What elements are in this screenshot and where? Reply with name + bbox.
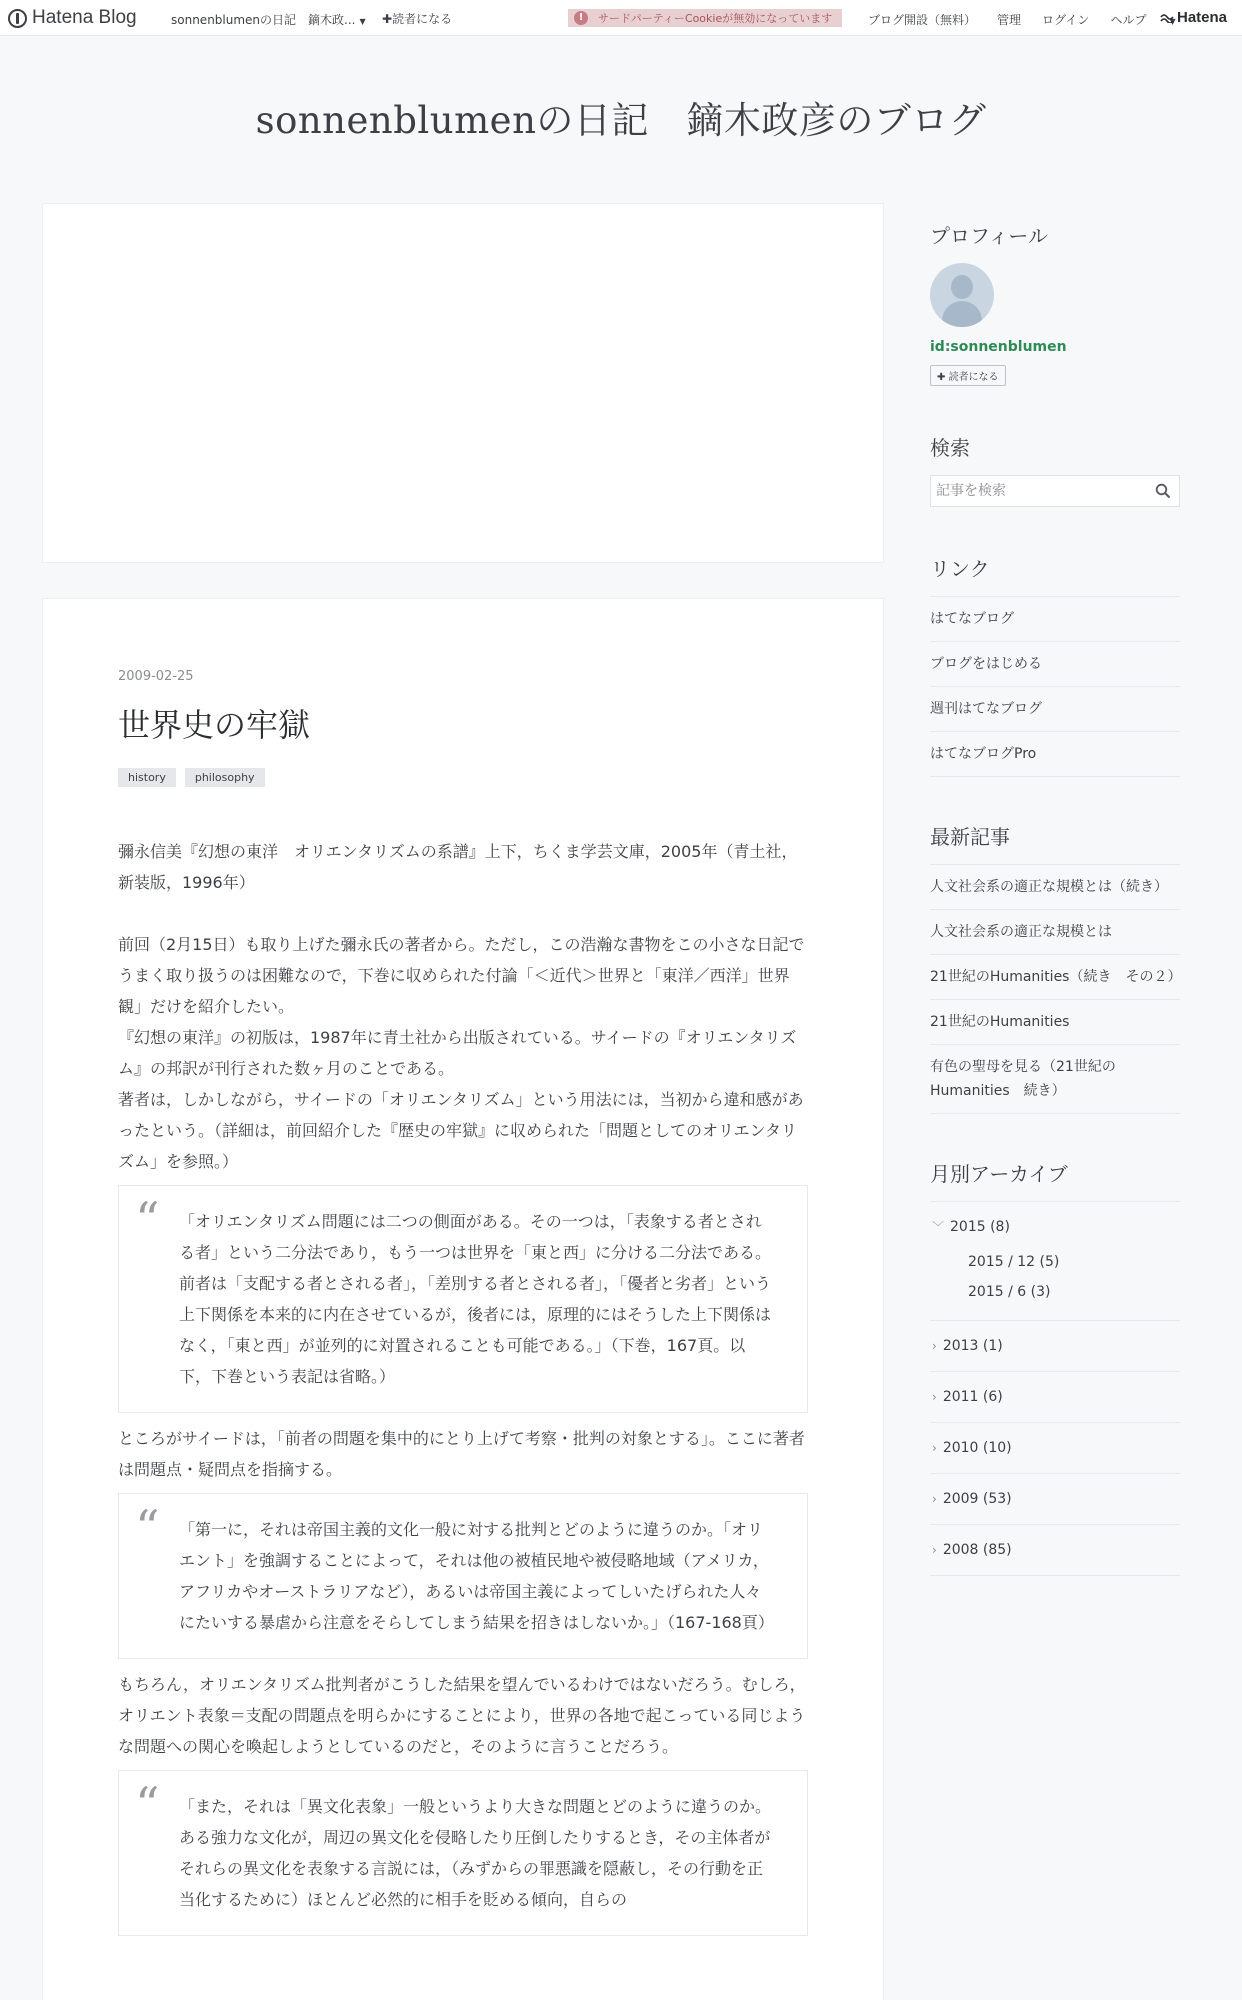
chevron-down-icon[interactable]: ﹀: [932, 1220, 945, 1234]
hatena-logo[interactable]: [1160, 9, 1227, 26]
entry-paragraph: 前回（2月15日）も取り上げた彌永氏の著者から。ただし，この浩瀚な書物をこの小さな日記でうまく取り扱うのは困難なので，下巻に収められた付論「＜近代＞世界と「東洋／西洋」世界観」だけを紹介したい。: [118, 935, 805, 1016]
entry-content: [118, 669, 808, 1946]
links-list: [930, 596, 1180, 777]
tag-philosophy[interactable]: philosophy: [185, 768, 265, 787]
quote-icon: “: [135, 1777, 160, 1833]
recent-item[interactable]: 人文社会系の適正な規模とは（続き）: [930, 865, 1180, 910]
entry: [42, 598, 884, 2000]
entry-paragraph: 彌永信美『幻想の東洋 オリエンタリズムの系譜』上下，ちくま学芸文庫，2005年（青土社，新装版，1996年）: [118, 842, 798, 892]
warning-icon: !: [574, 11, 588, 25]
nav-create-blog[interactable]: ブログ開設（無料）: [868, 13, 977, 27]
archive-year-link[interactable]: 2008 (85): [942, 1542, 1012, 1558]
search-heading: 検索: [930, 436, 970, 460]
chevron-down-icon: ▼: [1169, 17, 1176, 26]
archive-year: [930, 1372, 1180, 1423]
ad-placeholder: [42, 203, 884, 563]
follow-button[interactable]: [930, 365, 1006, 386]
plus-icon: ✚: [382, 12, 393, 26]
chevron-right-icon[interactable]: ›: [932, 1543, 937, 1557]
quote-icon: “: [135, 1192, 160, 1248]
archive-year-link[interactable]: 2013 (1): [942, 1338, 1003, 1354]
link-item[interactable]: ブログをはじめる: [930, 642, 1180, 687]
follow-label: 読者になる: [948, 372, 999, 383]
tag-history[interactable]: history: [118, 768, 176, 787]
archive-year-link[interactable]: 2010 (10): [942, 1440, 1012, 1456]
entry-date[interactable]: 2009-02-25: [118, 669, 194, 684]
recent-entries-module: [930, 821, 1180, 1114]
quote-text: 「また，それは「異文化表象」一般というより大きな問題とどのように違うのか。ある強力な文化が，周辺の異文化を侵略したり圧倒したりするとき，その主体者がそれらの異文化を表象する言説には，（みずからの罪悪識を隠蔽し，その行動を正当化するために）ほとんど必然的に相手を貶める傾向，自らの: [179, 1797, 772, 1909]
search-icon[interactable]: [1155, 483, 1171, 499]
entry-paragraph: 著者は，しかしながら，サイードの「オリエンタリズム」という用法には，当初から違和感があったという。（詳細は，前回紹介した『歴史の牢獄』に収められた「問題としてのオリエンタリズム」を参照。）: [118, 1090, 804, 1171]
recent-item[interactable]: 21世紀のHumanities: [930, 1000, 1180, 1045]
chevron-right-icon[interactable]: ›: [932, 1339, 937, 1353]
avatar-shoulders: [942, 301, 982, 327]
archive-year-link[interactable]: 2009 (53): [942, 1491, 1012, 1507]
recent-item[interactable]: 21世紀のHumanities（続き その２）: [930, 955, 1180, 1000]
archive-year: [930, 1423, 1180, 1474]
archive-year: [930, 1474, 1180, 1525]
archive-year: [930, 1525, 1180, 1576]
archive-year-link[interactable]: 2015 (8): [950, 1219, 1010, 1235]
link-item[interactable]: はてなブログ: [930, 597, 1180, 642]
archive-year-link[interactable]: 2011 (6): [942, 1389, 1003, 1405]
sidebar: [930, 220, 1180, 1576]
chevron-right-icon[interactable]: ›: [932, 1441, 937, 1455]
archive-year: [930, 1321, 1180, 1372]
avatar-head: [951, 275, 973, 299]
entry-paragraph: もちろん，オリエンタリズム批判者がこうした結果を望んでいるわけではないだろう。むしろ，オリエント表象＝支配の問題点を明らかにすることにより，世界の各地で起こっている同じような問題への関心を喚起しようとしているのだと，そのように言うことだろう。: [118, 1675, 806, 1756]
archive-months: [930, 1247, 1180, 1307]
quote-text: 「第一に，それは帝国主義的文化一般に対する批判とどのように違うのか。「オリエント」を強調することによって，それは他の被植民地や被侵略地域（アメリカ，アフリカやオーストラリアなど），あるいは帝国主義によってしいたげられた人々にたいする暴虐から注意をそらしてしまう結果を招きはしないか。」（167-168頁）: [179, 1520, 774, 1632]
subscribe-button[interactable]: [382, 10, 452, 27]
hatena-wave-icon: [1160, 13, 1174, 23]
quote-icon: “: [135, 1500, 160, 1556]
archive-module: [930, 1158, 1180, 1576]
profile-module: [930, 220, 1180, 386]
link-item[interactable]: はてなブログPro: [930, 732, 1180, 777]
search-form: [930, 475, 1180, 507]
search-module: [930, 432, 1180, 507]
nav-login[interactable]: ログイン: [1042, 13, 1090, 27]
cookie-warning-text: サードパーティーCookieが無効になっています: [598, 12, 833, 25]
chevron-right-icon[interactable]: ›: [932, 1390, 937, 1404]
hatena-blog-logo-icon: [8, 9, 27, 28]
entry-paragraph: ところがサイードは，「前者の問題を集中的にとり上げて考察・批判の対象とする」。ここに著者は問題点・疑問点を指摘する。: [118, 1429, 805, 1479]
link-item[interactable]: 週刊はてなブログ: [930, 687, 1180, 732]
blog-title[interactable]: sonnenblumenの日記 鏑木政彦のブログ: [255, 99, 987, 142]
blockquote: [118, 1185, 808, 1413]
search-input[interactable]: [931, 476, 1141, 506]
chevron-right-icon[interactable]: ›: [932, 1492, 937, 1506]
chevron-down-icon: ▼: [359, 17, 366, 26]
cookie-warning-banner[interactable]: [568, 9, 842, 27]
profile-heading: プロフィール: [930, 224, 1048, 248]
blockquote: [118, 1770, 808, 1936]
nav-help-label: ヘルプ: [1110, 13, 1147, 27]
nav-admin[interactable]: 管理: [997, 13, 1022, 27]
blog-selector[interactable]: [171, 11, 366, 28]
archive-month-link[interactable]: 2015 / 6 (3): [968, 1284, 1051, 1300]
entry-tags: [118, 768, 808, 787]
quote-text: 「オリエンタリズム問題には二つの側面がある。その一つは，「表象する者とされる者」という二分法であり，もう一つは世界を「東と西」に分ける二分法である。前者は「支配する者とされる者」，「差別する者とされる者」，「優者と劣者」という上下関係を本来的に内在させているが，後者には，原理的にはそうした上下関係はなく，「東と西」が並列的に対置されることも可能である。」（下巻，167頁。以下，下巻という表記は省略。）: [179, 1212, 772, 1386]
plus-icon: ✚: [937, 372, 949, 383]
recent-heading: 最新記事: [930, 825, 1010, 849]
archive-year: [930, 1202, 1180, 1321]
hatena-blog-logo[interactable]: [8, 6, 137, 30]
recent-list: [930, 864, 1180, 1114]
links-module: [930, 553, 1180, 777]
recent-item[interactable]: 有色の聖母を見る（21世紀のHumanities 続き）: [930, 1045, 1180, 1114]
logo-text: Hatena Blog: [32, 7, 137, 28]
avatar[interactable]: [930, 263, 994, 327]
profile-id-link[interactable]: id:sonnenblumen: [930, 339, 1067, 355]
global-header: [0, 0, 1242, 36]
entry-title[interactable]: 世界史の牢獄: [118, 706, 311, 744]
blockquote: [118, 1493, 808, 1659]
archive-heading: 月別アーカイブ: [930, 1162, 1068, 1186]
archive-list: [930, 1201, 1180, 1576]
archive-month-link[interactable]: 2015 / 12 (5): [968, 1254, 1060, 1270]
subscribe-label: 読者になる: [392, 12, 453, 26]
links-heading: リンク: [930, 557, 990, 581]
blog-selector-label: sonnenblumenの日記 鏑木政...: [171, 13, 356, 27]
recent-item[interactable]: 人文社会系の適正な規模とは: [930, 910, 1180, 955]
hatena-logo-text: Hatena: [1177, 9, 1228, 26]
entry-paragraph: 『幻想の東洋』の初版は，1987年に青土社から出版されている。サイードの『オリエンタリズム』の邦訳が刊行された数ヶ月のことである。: [118, 1028, 797, 1078]
